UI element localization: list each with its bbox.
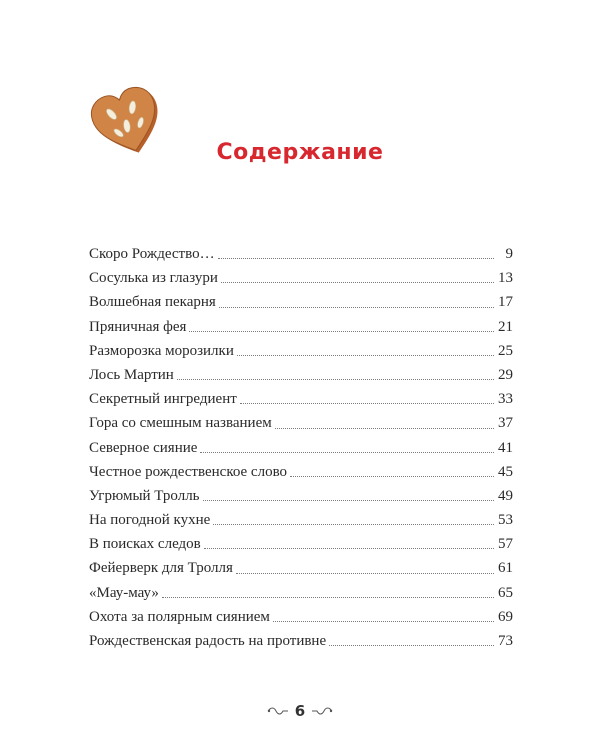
dot-leader bbox=[290, 475, 494, 477]
dot-leader bbox=[237, 354, 494, 356]
toc-entry-title: Честное рождественское слово bbox=[89, 463, 288, 480]
toc-entry-title: Охота за полярным сиянием bbox=[89, 608, 270, 625]
dot-leader bbox=[200, 451, 494, 453]
toc-entry-title: Фейерверк для Тролля bbox=[89, 560, 233, 577]
toc-entry bbox=[89, 411, 513, 435]
dot-leader bbox=[221, 281, 494, 283]
toc-entry-page: 73 bbox=[498, 633, 513, 649]
dot-leader bbox=[177, 378, 494, 380]
toc-entry-title: Угрюмый Тролль bbox=[89, 487, 200, 504]
toc-entry-page: 57 bbox=[498, 536, 513, 553]
toc-entry-title: Разморозка морозилки bbox=[89, 342, 234, 359]
toc-entry-page: 17 bbox=[498, 294, 513, 311]
toc-entry-title: Рождественская радость на противне bbox=[89, 633, 327, 649]
dot-leader bbox=[213, 523, 494, 525]
toc-entry bbox=[89, 387, 513, 411]
toc-entry bbox=[89, 290, 513, 314]
page-number: 6 bbox=[294, 702, 306, 720]
dot-leader bbox=[219, 306, 494, 308]
toc-entry-title: Сосулька из глазури bbox=[89, 270, 218, 287]
dot-leader bbox=[204, 547, 494, 549]
toc-entry bbox=[89, 460, 513, 484]
toc-entry-title: В поисках следов bbox=[89, 536, 201, 553]
toc-entry-page: 37 bbox=[498, 415, 513, 432]
toc-entry bbox=[89, 605, 513, 629]
toc-entry-page: 45 bbox=[498, 463, 513, 480]
toc-entry bbox=[89, 315, 513, 339]
toc-entry bbox=[89, 242, 513, 266]
dot-leader bbox=[236, 572, 494, 574]
toc-entry-page: 25 bbox=[498, 342, 513, 359]
table-of-contents bbox=[89, 242, 513, 653]
toc-entry bbox=[89, 581, 513, 605]
toc-entry-title: «Мау-мау» bbox=[89, 584, 159, 601]
toc-entry bbox=[89, 266, 513, 290]
toc-entry bbox=[89, 436, 513, 460]
toc-entry bbox=[89, 339, 513, 363]
page-footer bbox=[0, 702, 600, 720]
dot-leader bbox=[275, 427, 494, 429]
dot-leader bbox=[218, 257, 494, 259]
toc-entry-page: 61 bbox=[498, 560, 513, 577]
toc-entry-page: 21 bbox=[498, 318, 513, 335]
toc-entry bbox=[89, 629, 513, 653]
toc-entry-page: 69 bbox=[498, 608, 513, 625]
toc-entry-page: 41 bbox=[498, 439, 513, 456]
toc-entry-title: Скоро Рождество… bbox=[89, 246, 215, 262]
dot-leader bbox=[273, 620, 494, 622]
toc-entry-title: Гора со смешным названием bbox=[89, 415, 272, 432]
toc-entry-title: Северное сияние bbox=[89, 439, 198, 456]
dot-leader bbox=[203, 499, 494, 501]
toc-entry-page: 33 bbox=[498, 391, 513, 408]
toc-entry bbox=[89, 363, 513, 387]
dot-leader bbox=[329, 644, 494, 646]
toc-entry-page: 65 bbox=[498, 584, 513, 601]
page-title: Содержание bbox=[216, 140, 384, 165]
dot-leader bbox=[240, 402, 494, 404]
toc-entry bbox=[89, 484, 513, 508]
toc-entry-title: На погодной кухне bbox=[89, 512, 211, 529]
toc-entry-page: 53 bbox=[498, 512, 513, 529]
dot-leader bbox=[162, 596, 494, 598]
toc-entry-page: 29 bbox=[498, 366, 513, 383]
toc-entry-title: Лось Мартин bbox=[89, 366, 174, 383]
toc-entry-title: Пряничная фея bbox=[89, 318, 187, 335]
toc-entry bbox=[89, 508, 513, 532]
flourish-ornament-icon bbox=[311, 706, 333, 716]
toc-entry-title: Волшебная пекарня bbox=[89, 294, 216, 311]
toc-entry bbox=[89, 556, 513, 580]
toc-entry-page: 9 bbox=[505, 246, 513, 262]
flourish-ornament-icon bbox=[267, 706, 289, 716]
toc-entry-page: 13 bbox=[498, 270, 513, 287]
toc-entry bbox=[89, 532, 513, 556]
toc-entry-title: Секретный ингредиент bbox=[89, 391, 237, 408]
dot-leader bbox=[189, 330, 494, 332]
toc-entry-page: 49 bbox=[498, 487, 513, 504]
